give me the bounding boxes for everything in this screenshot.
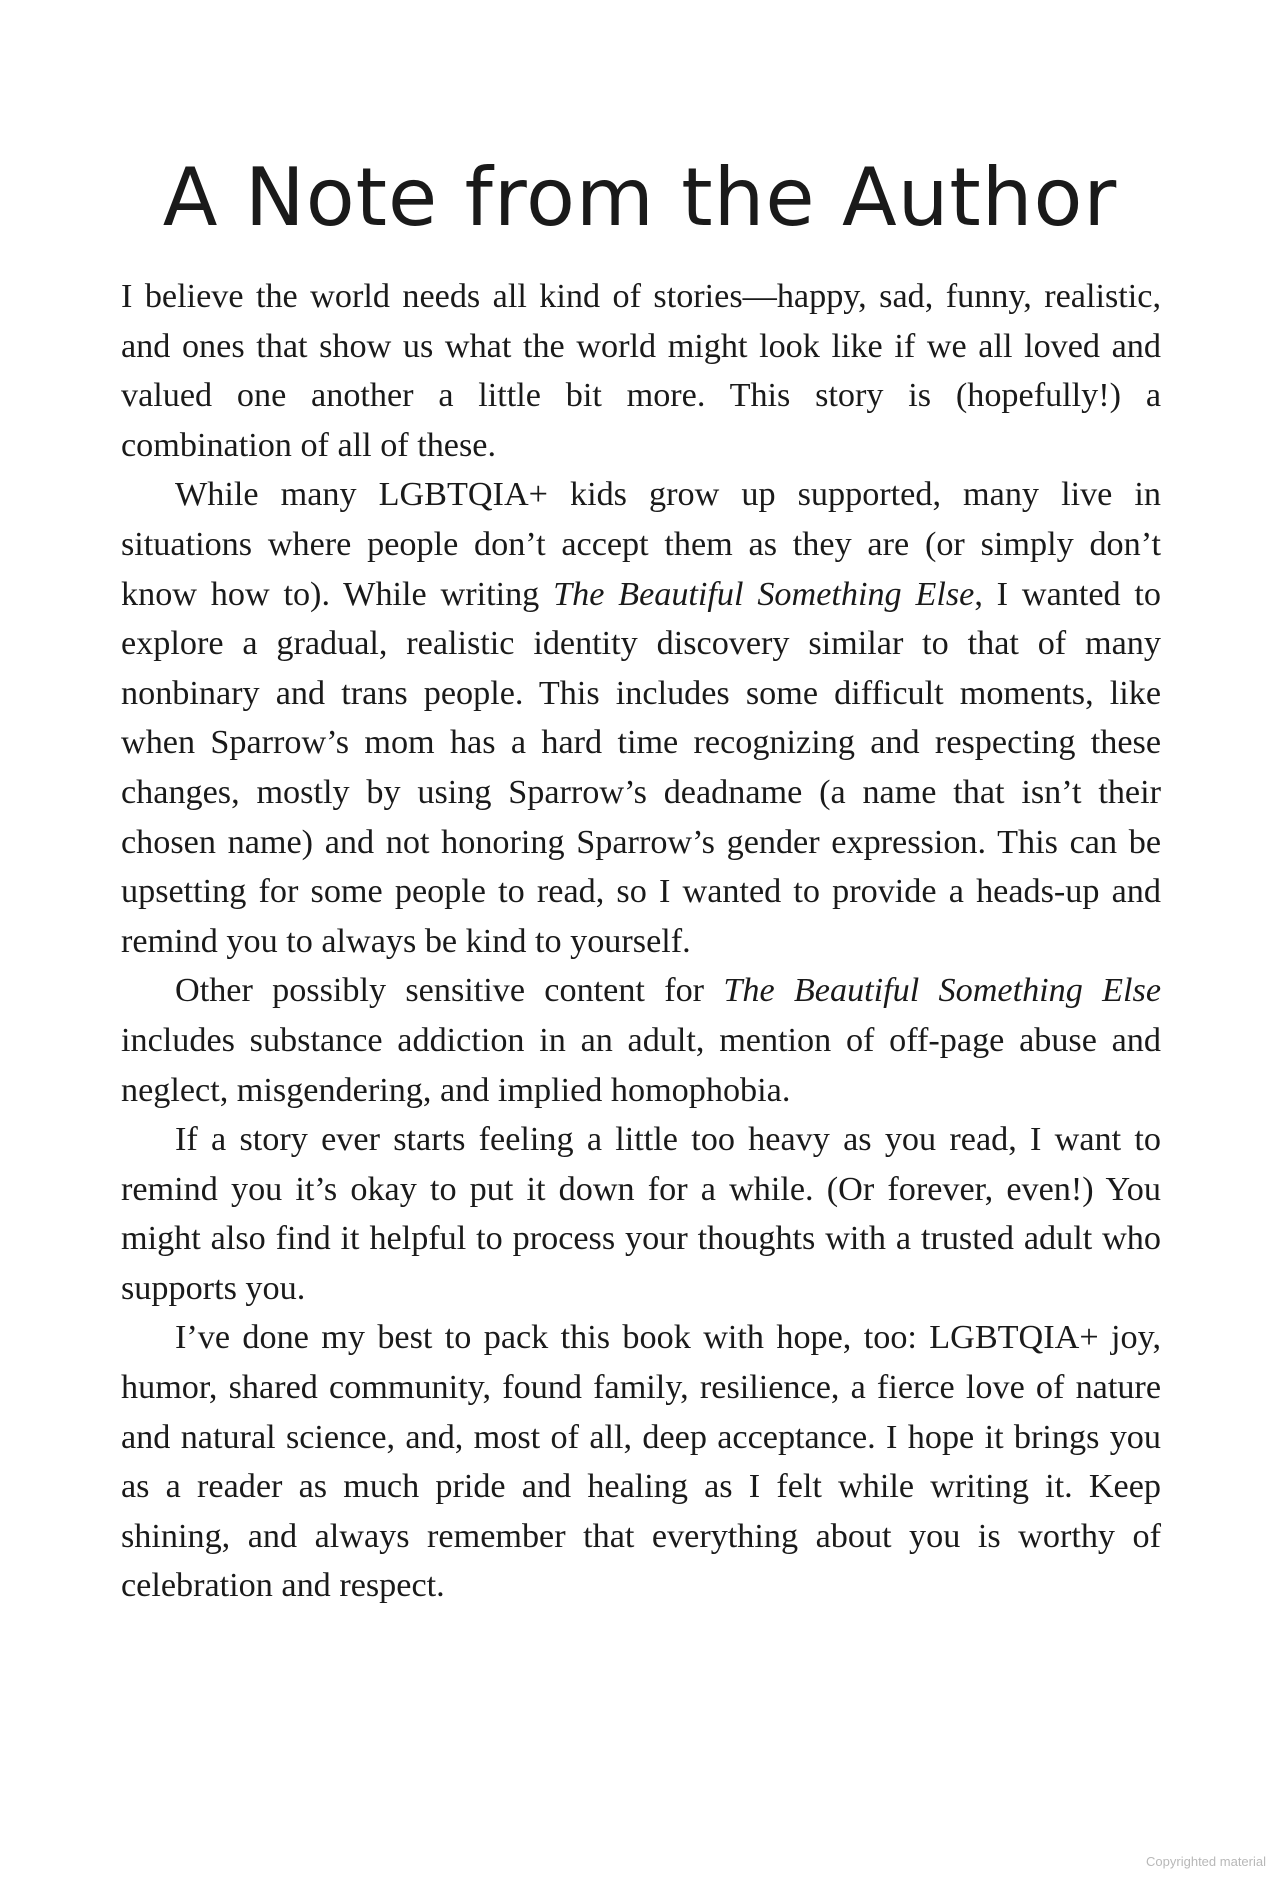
paragraph-3 <box>121 966 1161 1115</box>
paragraph-3-before: Other possibly sensitive content for <box>175 972 724 1010</box>
paragraph-2-after: , I wanted to explore a gradual, realistic identity discovery similar to that of many nonbinary and trans people. This includes some difficult moments, like when Sparrow’s mom has a hard time recognizing and respecting these changes, mostly by using Sparrow’s deadname (a name that isn’t their chosen name) and not honoring Sparrow’s gender expression. This can be upsetting for some people to read, so I wanted to provide a heads-up and remind you to always be kind to yourself. <box>121 575 1161 960</box>
copyright-watermark: Copyrighted material <box>1146 1854 1266 1869</box>
book-title-italic: The Beautiful Something Else <box>723 972 1161 1010</box>
paragraph-1: I believe the world needs all kind of stories—happy, sad, funny, realistic, and ones that show us what the world might look like if we all loved and valued one another a little bit more. This story is (hopefully!) a combination of all of these. <box>121 278 1161 464</box>
paragraph-4: If a story ever starts feeling a little too heavy as you read, I want to remind you it’s okay to put it down for a while. (Or forever, even!) You might also find it helpful to process your thoughts with a trusted adult who supports you. <box>121 1121 1161 1307</box>
book-title-italic: The Beautiful Something Else <box>553 575 975 613</box>
paragraph-2-before: While many LGBTQIA+ kids grow up supported, many live in situations where people don’t accept them as they are (or simply don’t know how to). While writing <box>121 476 1161 613</box>
page-title: A Note from the Author <box>162 151 1118 244</box>
paragraph-3-after: includes substance addiction in an adult, mention of off-page abuse and neglect, misgendering, and implied homophobia. <box>121 1021 1161 1109</box>
paragraph-5: I’ve done my best to pack this book with hope, too: LGBTQIA+ joy, humor, shared community, found family, resilience, a fierce love of nature and natural science, and, most of all, deep acceptance. I hope it brings you as a reader as much pride and healing as I felt while writing it. Keep shining, and always remember that everything about you is worthy of celebration and respect. <box>121 1319 1161 1605</box>
note-body <box>121 272 1161 1611</box>
paragraph-2 <box>121 470 1161 966</box>
